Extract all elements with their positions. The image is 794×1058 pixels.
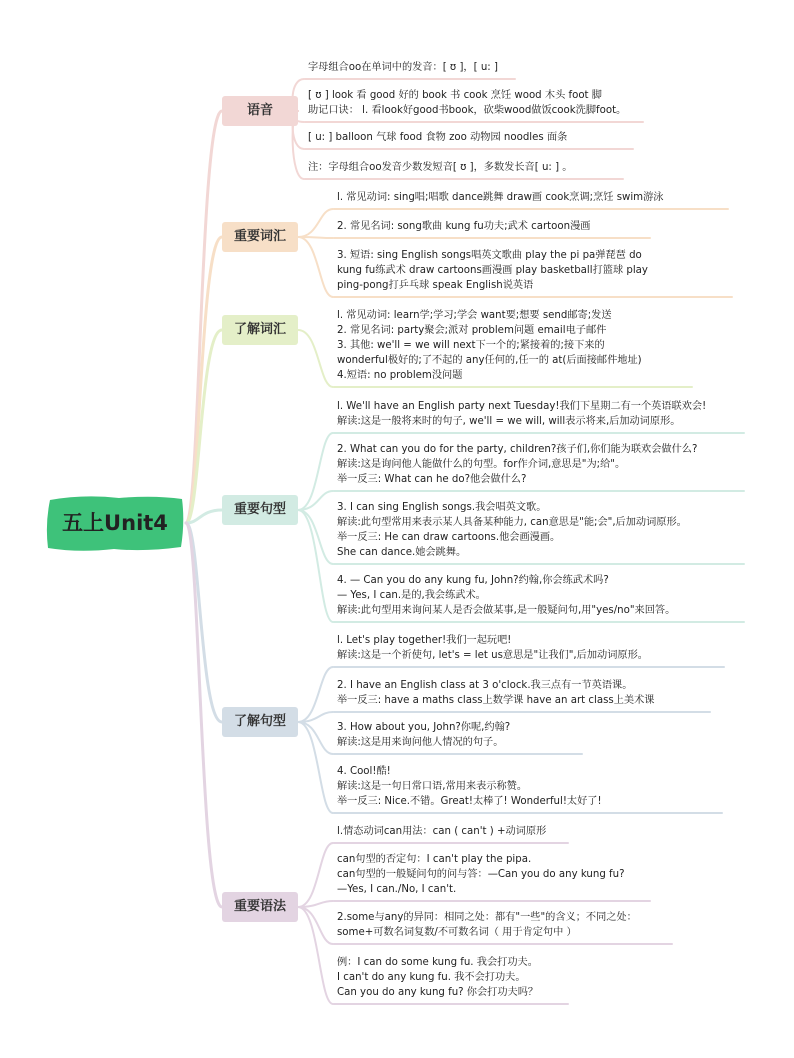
root-node[interactable]	[44, 492, 186, 554]
leaf-line: 4. — Can you do any kung fu, John?约翰,你会练武术吗?	[337, 575, 609, 586]
leaf-line: 解读:这是一般将来时的句子, we'll = we will, will表示将来,后加动词原形。	[337, 416, 681, 427]
leaf-line: 解读:这是用来询问他人情况的句子。	[337, 737, 504, 748]
leaf-note	[337, 852, 625, 897]
connector-line	[298, 330, 333, 387]
leaf-line: some+可数名词复数/不可数名词（ 用于肯定句中 ）	[337, 927, 577, 938]
leaf-underline	[333, 842, 569, 844]
leaf-line: 举一反三: He can draw cartoons.他会画漫画。	[337, 532, 561, 543]
leaf-line: —Yes, I can./No, I can't.	[337, 884, 457, 895]
branch-node[interactable]: 了解词汇	[222, 315, 298, 345]
leaf-underline	[304, 121, 644, 123]
leaf-underline	[333, 666, 725, 668]
leaf-line: 举一反三: Nice.不错。Great!太棒了! Wonderful!太好了!	[337, 796, 602, 807]
leaf-underline	[333, 900, 651, 902]
leaf-note	[308, 60, 498, 75]
leaf-line: 解读:这是一句日常口语,常用来表示称赞。	[337, 781, 528, 792]
leaf-line: 4. Cool!酷!	[337, 766, 391, 777]
leaf-line: She can dance.她会跳舞。	[337, 547, 467, 558]
leaf-underline	[304, 78, 516, 80]
connector-line	[298, 722, 333, 754]
leaf-underline	[333, 621, 745, 623]
leaf-line: wonderful极好的;了不起的 any任何的,任一的 at(后面接邮件地址)	[337, 355, 642, 366]
leaf-line: 助记口诀： l. 看look好good书book，砍柴wood做饭cook洗脚foot。	[308, 105, 627, 116]
leaf-line: l.情态动词can用法：can ( can't ) +动词原形	[337, 826, 547, 837]
leaf-underline	[333, 812, 723, 814]
leaf-note	[337, 678, 654, 708]
leaf-line: [ u: ] balloon 气球 food 食物 zoo 动物园 noodles 面条	[308, 132, 568, 143]
connector-line	[298, 667, 333, 722]
leaf-underline	[333, 296, 733, 298]
leaf-line: 3. I can sing English songs.我会唱英文歌。	[337, 502, 547, 513]
leaf-line: 4.短语: no problem没问题	[337, 370, 463, 381]
leaf-line: ping-pong打乒乓球 speak English说英语	[337, 280, 534, 291]
leaf-line: 2. What can you do for the party, children?孩子们,你们能为联欢会做什么?	[337, 444, 698, 455]
leaf-underline	[333, 208, 729, 210]
leaf-line: 3. 其他: we'll = we will next下一个的;紧接着的;接下来的	[337, 340, 605, 351]
leaf-underline	[333, 386, 693, 388]
leaf-underline	[333, 563, 745, 565]
branch-node[interactable]: 了解句型	[222, 707, 298, 737]
leaf-line: I can't do any kung fu. 我不会打功夫。	[337, 972, 526, 983]
leaf-note	[308, 88, 626, 118]
leaf-line: 3. 短语: sing English songs唱英文歌曲 play the pi pa弹琵琶 do	[337, 250, 642, 261]
leaf-line: 字母组合oo在单词中的发音：[ ʊ ]，[ u: ]	[308, 62, 498, 73]
branch-node[interactable]: 重要词汇	[222, 222, 298, 252]
leaf-line: l. 常见动词: learn学;学习;学会 want要;想要 send邮寄;发送	[337, 310, 612, 321]
leaf-line: l. Let's play together!我们一起玩吧!	[337, 635, 512, 646]
branch-node[interactable]: 语音	[222, 96, 298, 126]
leaf-line: can句型的一般疑问句的问与答：—Can you do any kung fu?	[337, 869, 625, 880]
leaf-line: 3. How about you, John?你呢,约翰?	[337, 722, 511, 733]
leaf-line: 解读:这是一个祈使句, let's = let us意思是"让我们",后加动词原形。	[337, 650, 648, 661]
leaf-line: 注：字母组合oo发音少数发短音[ ʊ ]，多数发长音[ u: ] 。	[308, 162, 573, 173]
leaf-line: 解读:这是询问他人能做什么的句型。for作介词,意思是"为;给"。	[337, 459, 626, 470]
branch-node[interactable]: 重要语法	[222, 892, 298, 922]
leaf-line: kung fu练武术 draw cartoons画漫画 play basketball打篮球 play	[337, 265, 648, 276]
leaf-underline	[333, 237, 651, 239]
leaf-line: [ ʊ ] look 看 good 好的 book 书 cook 烹饪 wood 木头 foot 脚	[308, 90, 602, 101]
leaf-line: 2. 常见名词: song歌曲 kung fu功夫;武术 cartoon漫画	[337, 221, 591, 232]
leaf-underline	[333, 490, 745, 492]
leaf-note	[337, 442, 697, 487]
leaf-note	[337, 248, 648, 293]
leaf-note	[337, 764, 602, 809]
leaf-underline	[333, 432, 745, 434]
connector-line	[298, 901, 333, 907]
leaf-note	[308, 130, 567, 145]
leaf-line: 2. 常见名词: party聚会;派对 problem问题 email电子邮件	[337, 325, 607, 336]
leaf-note	[337, 399, 706, 429]
leaf-underline	[304, 148, 634, 150]
leaf-note	[337, 633, 648, 663]
connector-line	[298, 237, 333, 297]
root-title: 五上Unit4	[62, 511, 168, 535]
leaf-note	[337, 500, 687, 560]
leaf-underline	[333, 711, 711, 713]
leaf-note	[337, 910, 637, 940]
leaf-note	[337, 573, 675, 618]
leaf-note	[337, 219, 590, 234]
leaf-line: 举一反三: have a maths class上数学课 have an art class上美术课	[337, 695, 655, 706]
branch-node[interactable]: 重要句型	[222, 495, 298, 525]
leaf-underline	[333, 943, 673, 945]
leaf-underline	[333, 753, 583, 755]
leaf-line: 2.some与any的异同：相同之处：都有"一些"的含义；不同之处：	[337, 912, 637, 923]
leaf-note	[337, 824, 546, 839]
leaf-note	[337, 308, 642, 383]
connector-line	[298, 722, 333, 813]
leaf-line: 2. I have an English class at 3 o'clock.我三点有一节英语课。	[337, 680, 633, 691]
leaf-line: — Yes, I can.是的,我会练武术。	[337, 590, 486, 601]
leaf-line: l. 常见动词: sing唱;唱歌 dance跳舞 draw画 cook烹调;烹饪 swim游泳	[337, 192, 664, 203]
leaf-note	[308, 160, 573, 175]
connector-line	[186, 111, 222, 523]
leaf-note	[337, 190, 663, 205]
leaf-underline	[304, 178, 624, 180]
connector-line	[298, 433, 333, 510]
connector-line	[298, 209, 333, 237]
connector-line	[298, 843, 333, 907]
leaf-line: l. We'll have an English party next Tuesday!我们下星期二有一个英语联欢会!	[337, 401, 707, 412]
connector-line	[298, 510, 333, 622]
leaf-note	[337, 955, 538, 1000]
leaf-line: 解读:此句型常用来表示某人具备某种能力, can意思是"能;会",后加动词原形。	[337, 517, 687, 528]
leaf-line: can句型的否定句：I can't play the pipa.	[337, 854, 532, 865]
leaf-line: 解读:此句型用来询问某人是否会做某事,是一般疑问句,用"yes/no"来回答。	[337, 605, 676, 616]
leaf-line: 举一反三: What can he do?他会做什么?	[337, 474, 527, 485]
leaf-underline	[333, 1003, 569, 1005]
leaf-line: Can you do any kung fu? 你会打功夫吗？	[337, 987, 539, 998]
leaf-note	[337, 720, 510, 750]
leaf-line: 例：I can do some kung fu. 我会打功夫。	[337, 957, 538, 968]
